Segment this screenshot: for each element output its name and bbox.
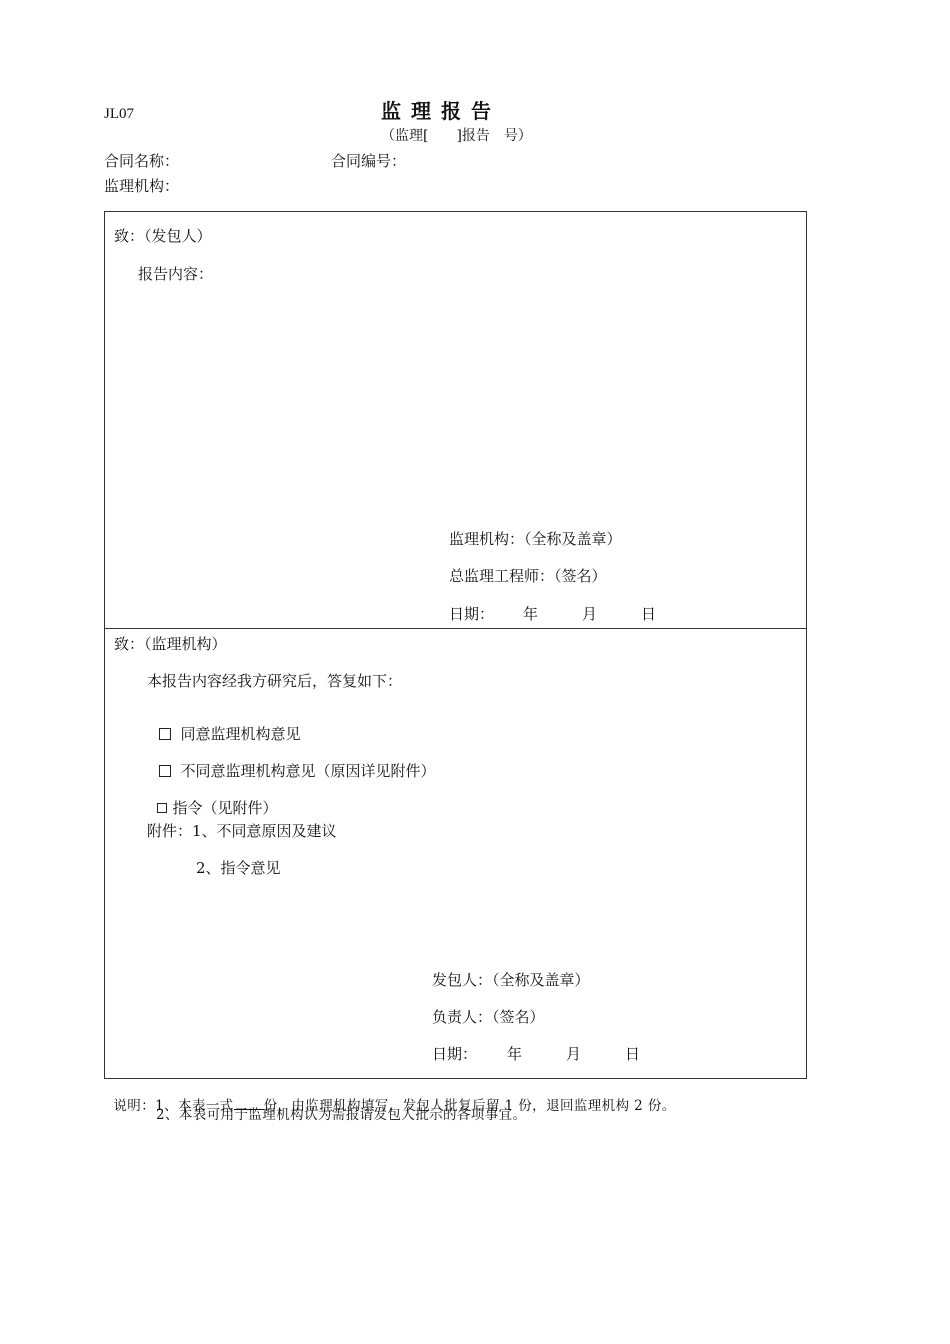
- report-number: （监理[ ]报告 号）: [381, 128, 532, 144]
- option-disagree[interactable]: [149, 749, 436, 779]
- date-label: 日期：: [449, 605, 495, 623]
- option-agree-label: 同意监理机构意见: [180, 725, 301, 743]
- attachment-2: 2、指令意见: [196, 859, 281, 877]
- supervision-org-sign: 监理机构：（全称及盖章）: [449, 530, 622, 548]
- checkbox-icon[interactable]: [159, 728, 171, 740]
- month-label: 月: [582, 605, 598, 623]
- employer-sign: 发包人：（全称及盖章）: [432, 971, 590, 989]
- report-content-label: 报告内容：: [138, 265, 214, 283]
- note-line-1-start: 说明：1、本表一式: [113, 1097, 234, 1114]
- reply-intro: 本报告内容经我方研究后，答复如下：: [147, 672, 403, 690]
- form-code: JL07: [104, 106, 134, 122]
- addressee-employer: 致：（发包人）: [114, 227, 212, 245]
- checkbox-icon[interactable]: [159, 765, 171, 777]
- supervision-org-label: 监理机构：: [104, 177, 180, 195]
- option-instruction[interactable]: [147, 786, 278, 816]
- option-instruction-label: 指令（见附件）: [172, 799, 278, 817]
- year-label: 年: [523, 605, 539, 623]
- attachment-1: 附件：1、不同意原因及建议: [147, 822, 337, 840]
- note-line-1-end: 份，由监理机构填写，发包人批复后留 1 份，退回监理机构 2 份。: [263, 1097, 676, 1114]
- contract-name-label: 合同名称：: [104, 152, 180, 170]
- chief-engineer-sign: 总监理工程师：（签名）: [449, 567, 607, 585]
- year-label: 年: [507, 1045, 523, 1063]
- note-line-2: 2、本表可用于监理机构认为需报请发包人批示的各项事宜。: [156, 1107, 527, 1123]
- responsible-person-sign: 负责人：（签名）: [432, 1008, 545, 1026]
- addressee-supervision: 致：（监理机构）: [114, 635, 227, 653]
- day-label: 日: [625, 1045, 641, 1063]
- contract-no-label: 合同编号：: [331, 152, 407, 170]
- month-label: 月: [566, 1045, 582, 1063]
- checkbox-icon[interactable]: [157, 803, 167, 813]
- option-disagree-label: 不同意监理机构意见（原因详见附件）: [180, 762, 436, 780]
- day-label: 日: [641, 605, 657, 623]
- date-label: 日期：: [432, 1045, 478, 1063]
- option-agree[interactable]: [149, 712, 301, 742]
- page-title: 监理报告: [381, 99, 501, 123]
